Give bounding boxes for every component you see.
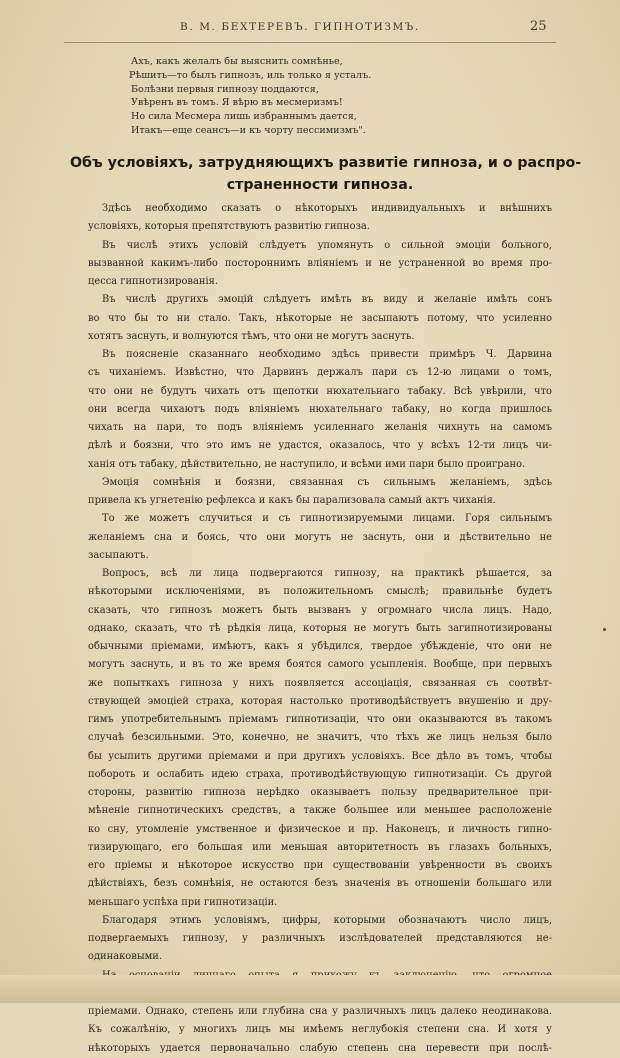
text-line: Въ поясненіе сказаннаго необходимо здѣсь привести примѣръ Ч. Дарвина	[102, 349, 552, 360]
text-line: ствующей эмоціей страха, которая настолько противодѣйствуетъ внушенію и дру-	[88, 695, 552, 707]
text-line: одинаковыми.	[88, 951, 163, 963]
section-title	[70, 152, 582, 196]
text-line: нѣкоторыми исключеніями, въ положительномъ смыслѣ; правильнѣе будетъ	[88, 586, 552, 598]
text-line: во что бы то ни стало. Такъ, нѣкоторые не засыпаютъ потому, что усиленно	[88, 312, 552, 324]
text-line: Въ числѣ этихъ условій слѣдуетъ упомянуть о сильной эмоціи больного,	[102, 239, 552, 251]
text-line: мѣненіе гипнотическихъ средствъ, а также большее или меньшее расположеніе	[88, 805, 552, 817]
text-line: его пріемы и нѣкоторое искусство при существованіи увѣренности въ своихъ	[88, 860, 552, 871]
text-line: Въ числѣ другихъ эмоцій слѣдуетъ имѣть въ виду и желаніе имѣть сонъ	[102, 294, 552, 306]
text-line: же попыткахъ гипноза у нихъ появляется ассоціація, связанная съ соотвѣт-	[88, 677, 552, 689]
text-line: случаѣ безсильными. Это, конечно, не значитъ, что тѣхъ же лицъ нельзя было	[88, 732, 552, 744]
text-line: желаніемъ сна и боясь, что они могутъ не заснуть, они и дѣствительно не	[88, 531, 552, 543]
text-line: тизирующаго, его большая или меньшая авторитетность въ глазахъ больныхъ,	[88, 841, 552, 853]
text-line: могутъ заснуть, и въ то же время боятся самого усыпленія. Вообще, при первыхъ	[88, 659, 552, 671]
text-line: стороны, развитію гипноза нерѣдко оказываетъ пользу предварительное при-	[88, 787, 552, 798]
running-title: В. М. БЕХТЕРЕВЪ. ГИПНОТИЗМЪ.	[180, 21, 420, 33]
poem-line: Увѣренъ въ томъ. Я вѣрю въ месмеризмъ!	[131, 97, 343, 109]
text-line: Здѣсь необходимо сказать о нѣкоторыхъ индивидуальныхъ и внѣшнихъ	[102, 203, 552, 214]
text-line: подвергаемыхъ гипнозу, у различныхъ изслѣдователей представляются не-	[88, 933, 552, 944]
text-line: дѣйствіяхъ, безъ сомнѣнія, не остаются безъ значенія въ отношеніи большаго или	[88, 878, 552, 890]
text-line: обычными пріемами, имѣютъ, какъ я убѣдился, твердое убѣжденіе, что они не	[88, 641, 552, 652]
text-line: они всегда чихаютъ подъ вліяніемъ нюхательнаго табаку, но когда пришлось	[88, 403, 552, 415]
text-line: привела къ угнетенію рефлекса и какъ бы парализовала самый актъ чиханія.	[88, 495, 496, 506]
page-number: 25	[530, 19, 547, 34]
body-text	[88, 200, 552, 1058]
header-rule	[64, 42, 556, 43]
text-line: условіяхъ, которыя препятствуютъ развитію гипноза.	[88, 221, 370, 233]
text-line: ко сну, утомленіе умственное и физическое и пр. Наконецъ, и личность гипно-	[88, 823, 552, 835]
page-bottom-edge	[0, 975, 620, 1003]
poem-line: Но сила Месмера лишь избраннымъ дается,	[131, 111, 357, 123]
text-line: Къ сожалѣнію, у многихъ лицъ мы имѣемъ неглубокія степени сна. И хотя у	[88, 1024, 552, 1036]
text-line: что они не будутъ чихать отъ щепотки нюхательнаго табаку. Всѣ увѣрили, что	[88, 385, 552, 397]
poem-quote	[131, 55, 461, 138]
text-line: цесса гипнотизированія.	[88, 276, 218, 287]
text-line: ханія отъ табаку, дѣйствительно, не наступило, и всѣми ими пари было проиграно.	[88, 458, 526, 470]
text-line: однако, сказать, что тѣ рѣдкія лица, которыя не могутъ быть загипнотизированы	[88, 622, 552, 634]
poem-line: Ахъ, какъ желалъ бы выяснить сомнѣнье,	[131, 56, 343, 67]
text-line: вызванной какимъ-либо постороннимъ вліяніемъ и не устраненной во время про-	[88, 257, 552, 269]
poem-line: Рѣшить—то былъ гипнозъ, иль только я усталъ.	[129, 69, 372, 81]
text-line: Эмоція сомнѣнія и боязни, связанная съ сильнымъ желаніемъ, здѣсь	[102, 476, 552, 488]
poem-line: Итакъ—еще сеансъ—и къ чорту пессимизмъ".	[131, 124, 366, 136]
text-line: съ чиханіемъ. Извѣстно, что Дарвинъ держалъ пари съ 12-ю лицами о томъ,	[88, 367, 552, 379]
text-line: гимъ употребительнымъ пріемамъ гипнотизаціи, что они оказываются въ такомъ	[88, 714, 552, 725]
poem-line: Болѣзни первыя гипнозу поддаются,	[131, 83, 319, 95]
text-line: Благодаря этимъ условіямъ, цифры, которыми обозначаютъ число лицъ,	[102, 914, 552, 926]
section-title-line1: Объ условіяхъ, затрудняющихъ развитіе гипноза, и о распро-	[70, 155, 582, 171]
text-line: Вопросъ, всѣ ли лица подвергаются гипнозу, на практикѣ рѣшается, за	[102, 568, 552, 579]
section-title-line2: страненности гипноза.	[226, 177, 414, 193]
text-line: нѣкоторыхъ удается первоначально слабую степень сна перевести при послѣ-	[88, 1042, 552, 1054]
text-line: дѣлѣ и боязни, что это имъ не удастся, оказалось, что у всѣхъ 12-ти лицъ чи-	[88, 440, 552, 452]
text-line: побороть и ослабить идею страха, противодѣйствующую гипнотизаціи. Съ другой	[88, 768, 552, 780]
text-line: меньшаго успѣха при гипнотизаціи.	[88, 896, 278, 908]
text-line: сказать, что гипнозъ можетъ быть вызванъ у огромнаго числа лицъ. Надо,	[88, 604, 552, 616]
text-line: засыпаютъ.	[88, 549, 149, 561]
text-line: пріемами. Однако, степень или глубина сна у различныхъ лицъ далеко неодинакова.	[88, 1006, 552, 1017]
running-header	[90, 19, 550, 41]
text-line: бы усыпить другими пріемами и при другихъ условіяхъ. Все дѣло въ томъ, чтобы	[88, 750, 552, 762]
text-line: То же можетъ случиться и съ гипнотизируемыми лицами. Горя сильнымъ	[102, 513, 552, 525]
text-line: хотятъ заснуть, и волнуются тѣмъ, что они не могутъ заснуть.	[88, 330, 415, 342]
text-line: чихать на пари, то подъ вліяніемъ усиленнаго желанія чихнуть на самомъ	[88, 422, 552, 433]
paper-speck	[603, 628, 606, 631]
